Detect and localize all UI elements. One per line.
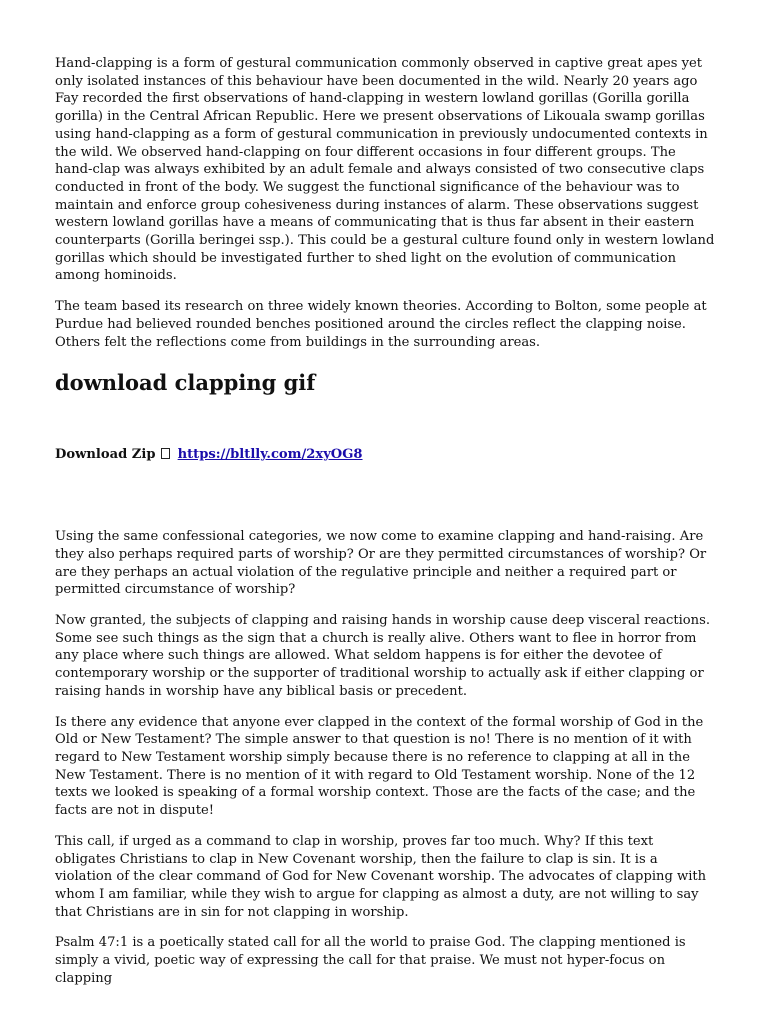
intro-paragraph-1: Hand-clapping is a form of gestural communication commonly observed in captive great apes yet only isolated instances of this behaviour have been documented in the wild. Nearly 20 years ago Fay recorded the first observations of hand-clapping in western lowland gorillas (Gorilla gorilla gorilla) in the Central African Republic. Here we present observations of Likouala swamp gorillas using hand-clapping as a form of gestural communication in previously undocumented contexts in the wild. We observed hand-clapping on four different occasions in four different groups. The hand-clap was always exhibited by an adult female and always consisted of two consecutive claps conducted in front of the body. We suggest the functional significance of the behaviour was to maintain and enforce group cohesiveness during instances of alarm. These observations suggest western lowland gorillas have a means of communicating that is thus far absent in their eastern counterparts (Gorilla beringei ssp.). This could be a gestural culture found only in western lowland gorillas which should be investigated further to shed light on the evolution of communication among hominoids. <box>55 56 715 284</box>
section-heading: download clapping gif <box>55 370 316 396</box>
download-line <box>55 446 717 464</box>
body-paragraph-5: Psalm 47:1 is a poetically stated call for all the world to praise God. The clapping mentioned is simply a vivid, poetic way of expressing the call for that praise. We must not hyper-focus on clapping <box>55 935 686 986</box>
missing-glyph-icon <box>161 448 170 459</box>
download-link[interactable]: https://bltlly.com/2xyOG8 <box>177 447 363 463</box>
intro-paragraph-2: The team based its research on three widely known theories. According to Bolton, some people at Purdue had believed rounded benches positioned around the circles reflect the clapping noise. Others felt the reflections come from buildings in the surrounding areas. <box>55 299 707 350</box>
body-paragraph-4: This call, if urged as a command to clap in worship, proves far too much. Why? If this text obligates Christians to clap in New Covenant worship, then the failure to clap is sin. It is a violation of the clear command of God for New Covenant worship. The advocates of clapping with whom I am familiar, while they wish to argue for clapping as almost a duty, are not willing to say that Christians are in sin for not clapping in worship. <box>55 833 707 920</box>
spacer <box>55 464 717 528</box>
document-page <box>55 55 717 1000</box>
body-paragraph-2: Now granted, the subjects of clapping and raising hands in worship cause deep visceral reactions. Some see such things as the sign that a church is really alive. Others want to flee in horror from any place where such things are allowed. What seldom happens is for either the devotee of contemporary worship or the supporter of traditional worship to actually ask if either clapping or raising hands in worship have any biblical basis or precedent. <box>55 613 710 699</box>
body-paragraph-3: Is there any evidence that anyone ever clapped in the context of the formal worship of God in the Old or New Testament? The simple answer to that question is no! There is no mention of it with regard to New Testament worship simply because there is no reference to clapping at all in the New Testament. There is no mention of it with regard to Old Testament worship. None of the 12 texts we looked is speaking of a formal worship context. Those are the facts of the case; and the facts are not in dispute! <box>55 714 704 819</box>
body-paragraph-1: Using the same confessional categories, we now come to examine clapping and hand-raising. Are they also perhaps required parts of worship? Or are they permitted circumstances of worship? Or are they perhaps an actual violation of the regulative principle and neither a required part or permitted circumstance of worship? <box>55 529 707 598</box>
download-label: Download Zip <box>55 447 156 463</box>
